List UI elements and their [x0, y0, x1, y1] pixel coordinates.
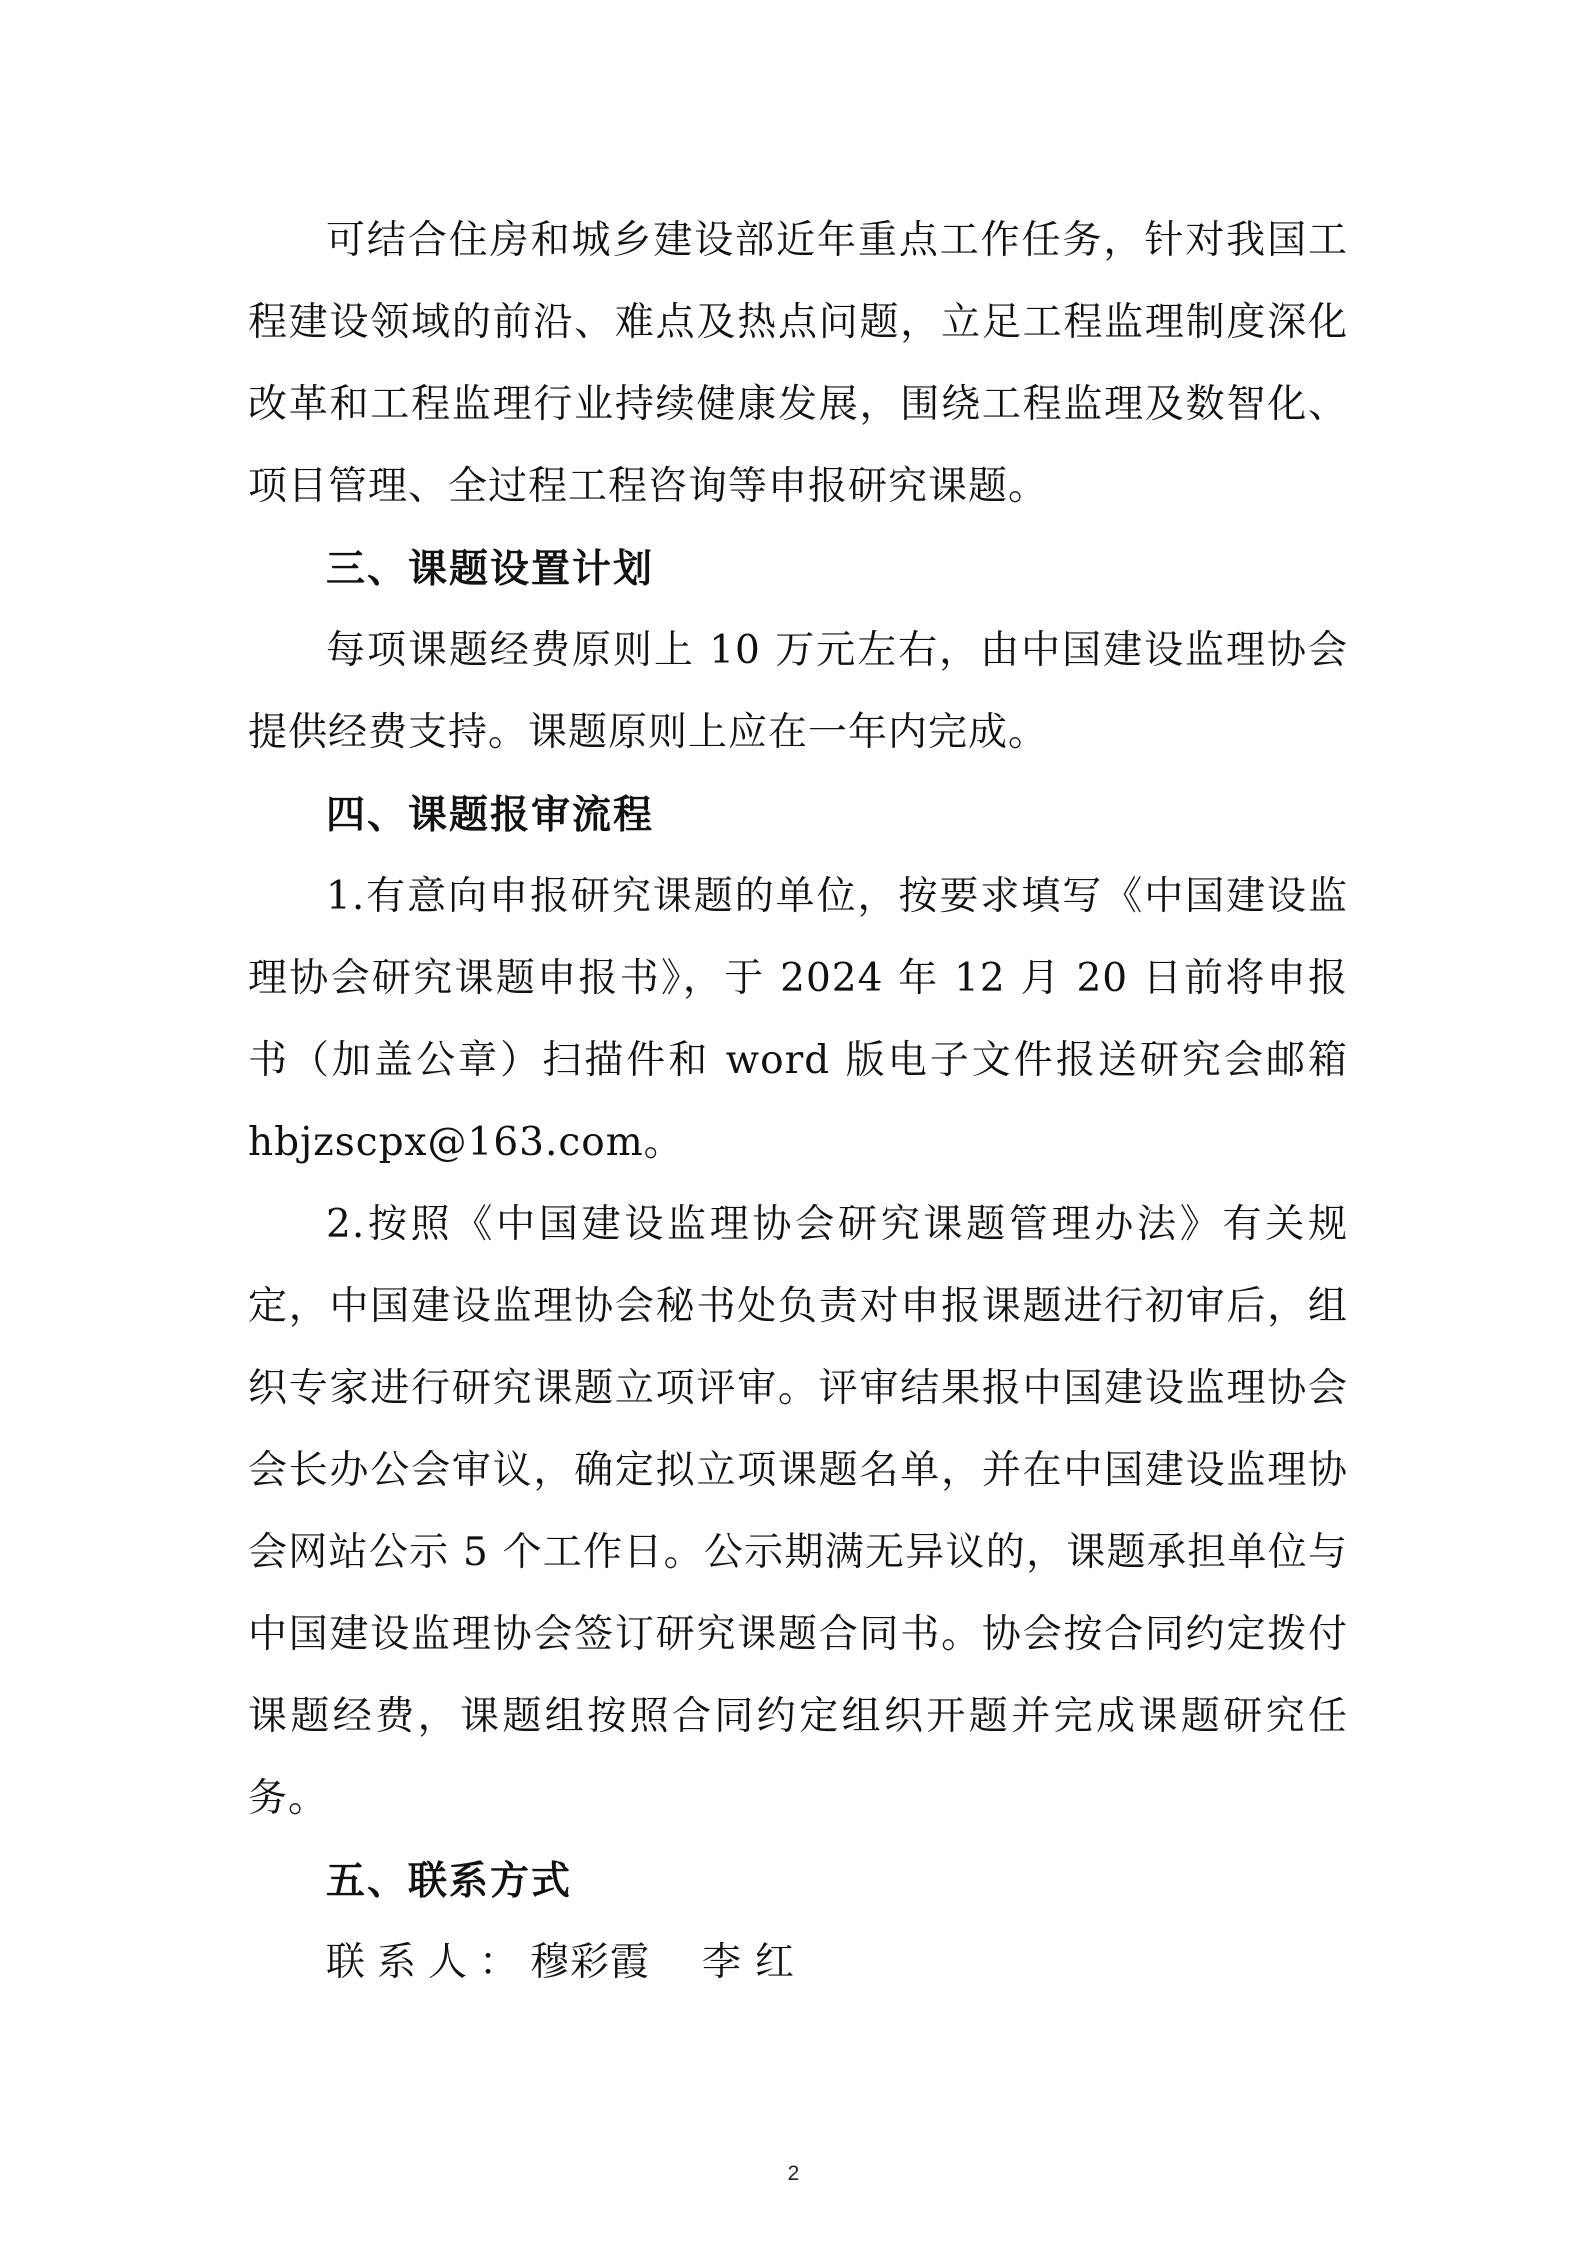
contact-name-secondary: 李红	[702, 1940, 809, 1985]
paragraph-research-scope: 可结合住房和城乡建设部近年重点工作任务，针对我国工程建设领域的前沿、难点及热点问题，立足工程监理制度深化改革和工程监理行业持续健康发展，围绕工程监理及数智化、项目管理、全过程工程咨询等申报研究课题。	[248, 218, 1348, 509]
contact-line	[248, 1922, 1348, 2004]
heading-review-process: 四、课题报审流程	[326, 792, 655, 838]
heading-contact: 五、联系方式	[326, 1858, 573, 1904]
heading-topic-plan: 三、课题设置计划	[326, 546, 655, 592]
contact-name-primary: 穆彩霞	[530, 1940, 651, 1985]
paragraph-review-step-2: 2.按照《中国建设监理协会研究课题管理办法》有关规定，中国建设监理协会秘书处负责对申报课题进行初审后，组织专家进行研究课题立项评审。评审结果报中国建设监理协会会长办公会审议，确定拟立项课题名单，并在中国建设监理协会网站公示 5 个工作日。公示期满无异议的，课题承担单位与中国建设监理协会签订研究课题合同书。协会按合同约定拨付课题经费，课题组按照合同约定组织开题并完成课题研究任务。	[248, 1202, 1348, 1821]
paragraph-funding: 每项课题经费原则上 10 万元左右，由中国建设监理协会提供经费支持。课题原则上应在一年内完成。	[248, 628, 1348, 755]
document-body	[248, 200, 1348, 2004]
contact-label: 联系人：	[326, 1940, 531, 1985]
page-number: 2	[787, 2162, 800, 2185]
paragraph-application-step-1: 1.有意向申报研究课题的单位，按要求填写《中国建设监理协会研究课题申报书》，于 2024 年 12 月 20 日前将申报书（加盖公章）扫描件和 word 版电子文件报送研究会邮箱 hbjzscpx@163.com。	[248, 874, 1348, 1165]
